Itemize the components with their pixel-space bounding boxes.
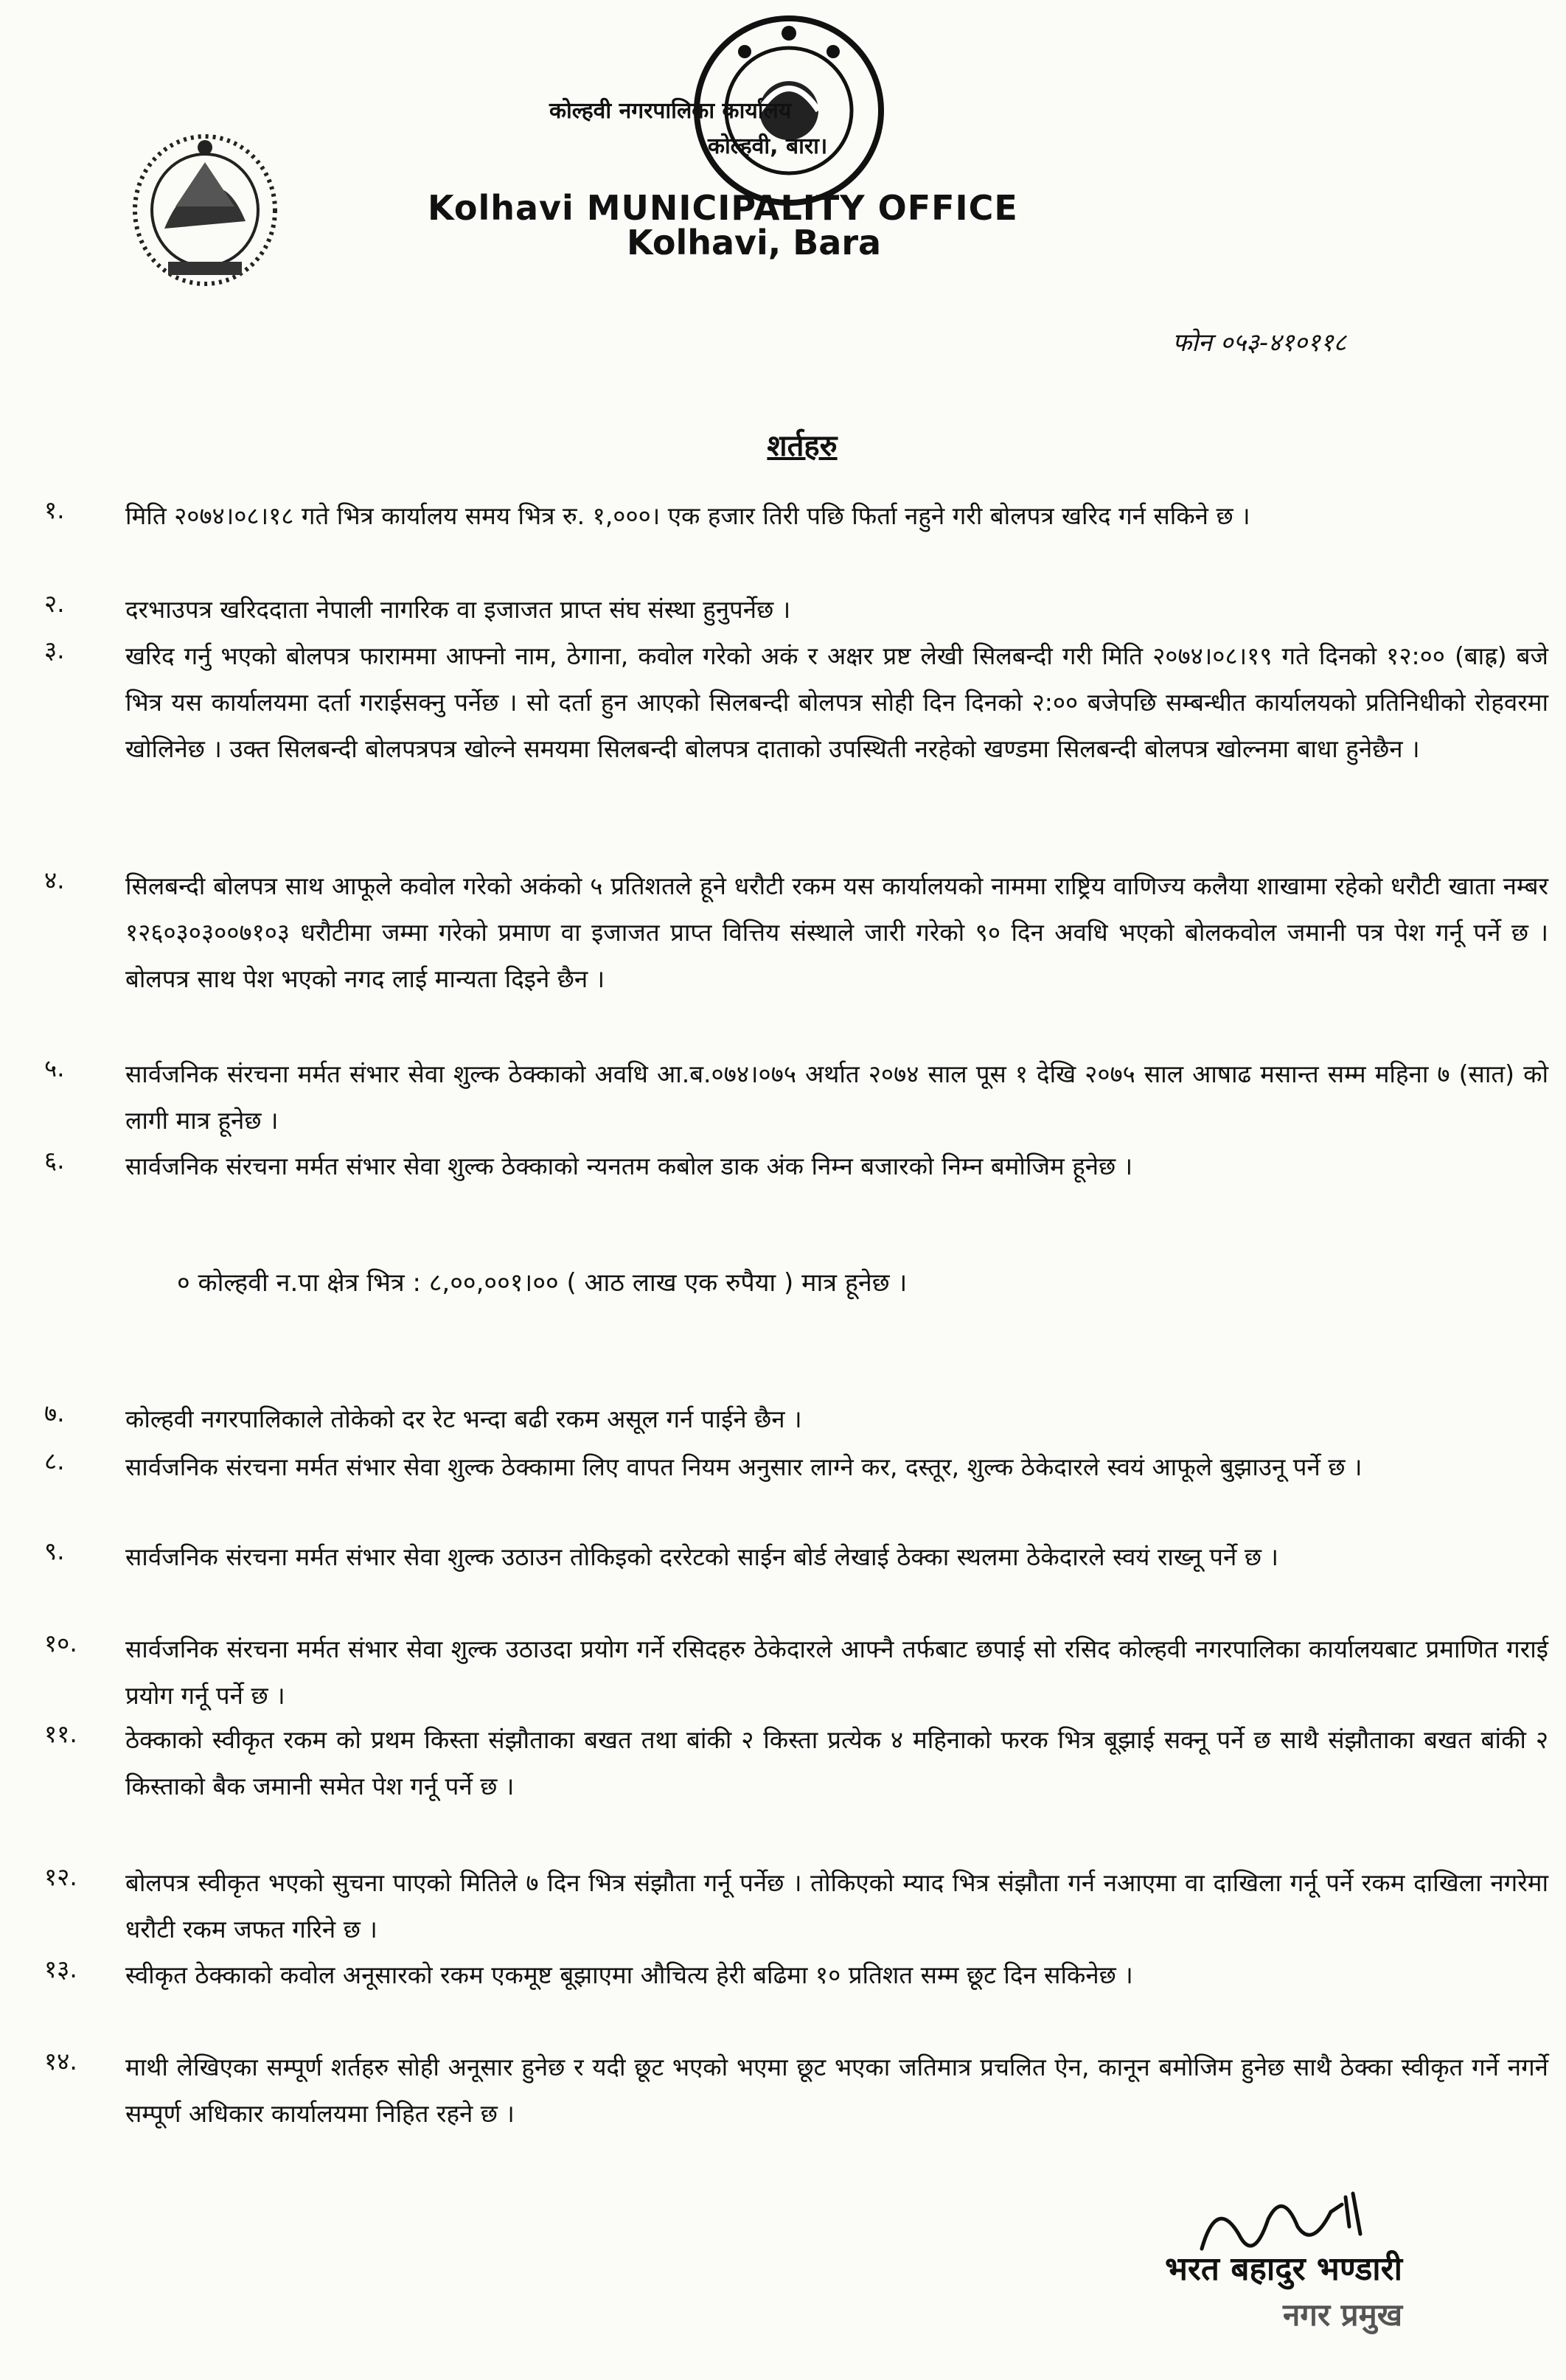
condition-text: स्वीकृत ठेक्काको कवोल अनूसारको रकम एकमूष्ट बूझाएमा औचित्य हेरी बढिमा १० प्रतिशत सम्म छूट दिन सकिनेछ । [125, 1960, 1133, 1989]
nepal-emblem-icon [124, 118, 286, 295]
office-address-nepali: कोल्हवी, बारा। [708, 133, 828, 159]
condition-number: ४. [44, 866, 65, 894]
signatory-name: भरत बहादुर भण्डारी [1165, 2250, 1403, 2288]
condition-text: सार्वजनिक संरचना मर्मत संभार सेवा शुल्क ठेक्काको न्यनतम कबोल डाक अंक निम्न बजारको निम्न बमोजिम हूनेछ । [125, 1152, 1133, 1180]
condition-number: ११. [44, 1719, 77, 1748]
condition-text: दरभाउपत्र खरिददाता नेपाली नागरिक वा इजाजत प्राप्त संघ संस्था हुनुपर्नेछ । [125, 595, 791, 624]
condition-text: कोल्हवी नगरपालिकाले तोकेको दर रेट भन्दा बढी रकम असूल गर्न पाईने छैन । [125, 1405, 802, 1433]
condition-number: २. [44, 589, 65, 618]
condition-text: सिलबन्दी बोलपत्र साथ आफूले कवोल गरेको अकंको ५ प्रतिशतले हूने धरौटी रकम यस कार्यालयको नाममा राष्ट्रिय वाणिज्य कलैया शाखामा रहेको धरौटी खाता नम्बर १२६०३०३००७१०३ धरौटीमा जम्मा गरेको प्रमाण वा इजाजत प्राप्त वित्तिय संस्थाले जारी गरेको ९० दिन अवधि भएको बोलकवोल जमानी पत्र पेश गर्नू पर्ने छ । बोलपत्र साथ पेश भएको नगद लाई मान्यता दिइने छैन । [125, 871, 1548, 993]
minimum-bid-item: ० कोल्हवी न.पा क्षेत्र भित्र : ८,००,००१।०० ( आठ लाख एक रुपैया ) मात्र हूनेछ । [177, 1268, 908, 1298]
phone-number: फोन ०५३-४१०११८ [1172, 328, 1347, 358]
condition-text: बोलपत्र स्वीकृत भएको सुचना पाएको मितिले ७ दिन भित्र संझौता गर्नू पर्नेछ । तोकिएको म्याद भित्र संझौता गर्न नआएमा वा दाखिला गर्नू पर्ने रकम दाखिला नगरेमा धरौटी रकम जफत गरिने छ । [125, 1868, 1548, 1944]
page-title: शर्तहरु [767, 429, 838, 463]
condition-text: सार्वजनिक संरचना मर्मत संभार सेवा शुल्क ठेक्काको अवधि आ.ब.०७४।०७५ अर्थात २०७४ साल पूस १ देखि २०७५ साल आषाढ मसान्त सम्म महिना ७ (सात) को लागी मात्र हूनेछ । [125, 1059, 1548, 1135]
condition-number: १३. [44, 1955, 77, 1983]
office-address-english: Kolhavi, Bara [627, 223, 882, 262]
condition-number: ६. [44, 1146, 65, 1175]
condition-text: माथी लेखिएका सम्पूर्ण शर्तहरु सोही अनूसार हुनेछ र यदी छूट भएको भएमा छूट भएका जतिमात्र प्रचलित ऐन, कानून बमोजिम हुनेछ साथै ठेक्का स्वीकृत गर्ने नगर्ने सम्पूर्ण अधिकार कार्यालयमा निहित रहने छ । [125, 2053, 1548, 2128]
condition-number: १. [44, 495, 65, 524]
condition-number: ९. [44, 1537, 65, 1565]
condition-number: ३. [44, 636, 65, 664]
condition-text: सार्वजनिक संरचना मर्मत संभार सेवा शुल्क ठेक्कामा लिए वापत नियम अनुसार लाग्ने कर, दस्तूर, शुल्क ठेकेदारले स्वयं आफूले बुझाउनू पर्ने छ । [125, 1452, 1363, 1481]
condition-text: खरिद गर्नु भएको बोलपत्र फाराममा आफ्नो नाम, ठेगाना, कवोल गरेको अकं र अक्षर प्रष्ट लेखी सिलबन्दी गरी मिति २०७४।०८।१९ गते दिनको १२:०० (बाह्र) बजे भित्र यस कार्यालयमा दर्ता गराईसक्नु पर्नेछ । सो दर्ता हुन आएको सिलबन्दी बोलपत्र सोही दिन दिनको २:०० बजेपछि सम्बन्धीत कार्यालयको प्रतिनिधीको रोहवरमा खोलिनेछ । उक्त सिलबन्दी बोलपत्रपत्र खोल्ने समयमा सिलबन्दी बोलपत्र दाताको उपस्थिती नरहेको खण्डमा सिलबन्दी बोलपत्र खोल्नमा बाधा हुनेछैन । [125, 641, 1548, 763]
condition-text: मिति २०७४।०८।१८ गते भित्र कार्यालय समय भित्र रु. १,०००। एक हजार तिरी पछि फिर्ता नहुने गरी बोलपत्र खरिद गर्न सकिने छ । [125, 501, 1250, 530]
condition-number: १४. [44, 2047, 77, 2075]
condition-number: १०. [44, 1629, 77, 1657]
signatory-title: नगर प्रमुख [1283, 2297, 1403, 2333]
condition-text: ठेक्काको स्वीकृत रकम को प्रथम किस्ता संझौताका बखत तथा बांकी २ किस्ता प्रत्येक ४ महिनाको फरक भित्र बूझाई सक्नू पर्ने छ साथै संझौताका बखत बांकी २ किस्ताको बैक जमानी समेत पेश गर्नू पर्ने छ । [125, 1725, 1548, 1800]
condition-number: ८. [44, 1447, 65, 1475]
office-name-english: Kolhavi MUNICIPALITY OFFICE [428, 188, 1018, 228]
condition-number: १२. [44, 1862, 77, 1891]
condition-number: ७. [44, 1399, 65, 1427]
office-name-nepali: कोल्हवी नगरपालिका कार्यालय [549, 98, 792, 124]
condition-text: सार्वजनिक संरचना मर्मत संभार सेवा शुल्क उठाउन तोकिइको दररेटको साईन बोर्ड लेखाई ठेक्का स्थलमा ठेकेदारले स्वयं राख्नू पर्ने छ । [125, 1542, 1278, 1571]
condition-number: ५. [44, 1054, 65, 1082]
condition-text: सार्वजनिक संरचना मर्मत संभार सेवा शुल्क उठाउदा प्रयोग गर्ने रसिदहरु ठेकेदारले आफ्नै तर्फबाट छपाई सो रसिद कोल्हवी नगरपालिका कार्यालयबाट प्रमाणित गराई प्रयोग गर्नू पर्ने छ । [125, 1635, 1548, 1710]
